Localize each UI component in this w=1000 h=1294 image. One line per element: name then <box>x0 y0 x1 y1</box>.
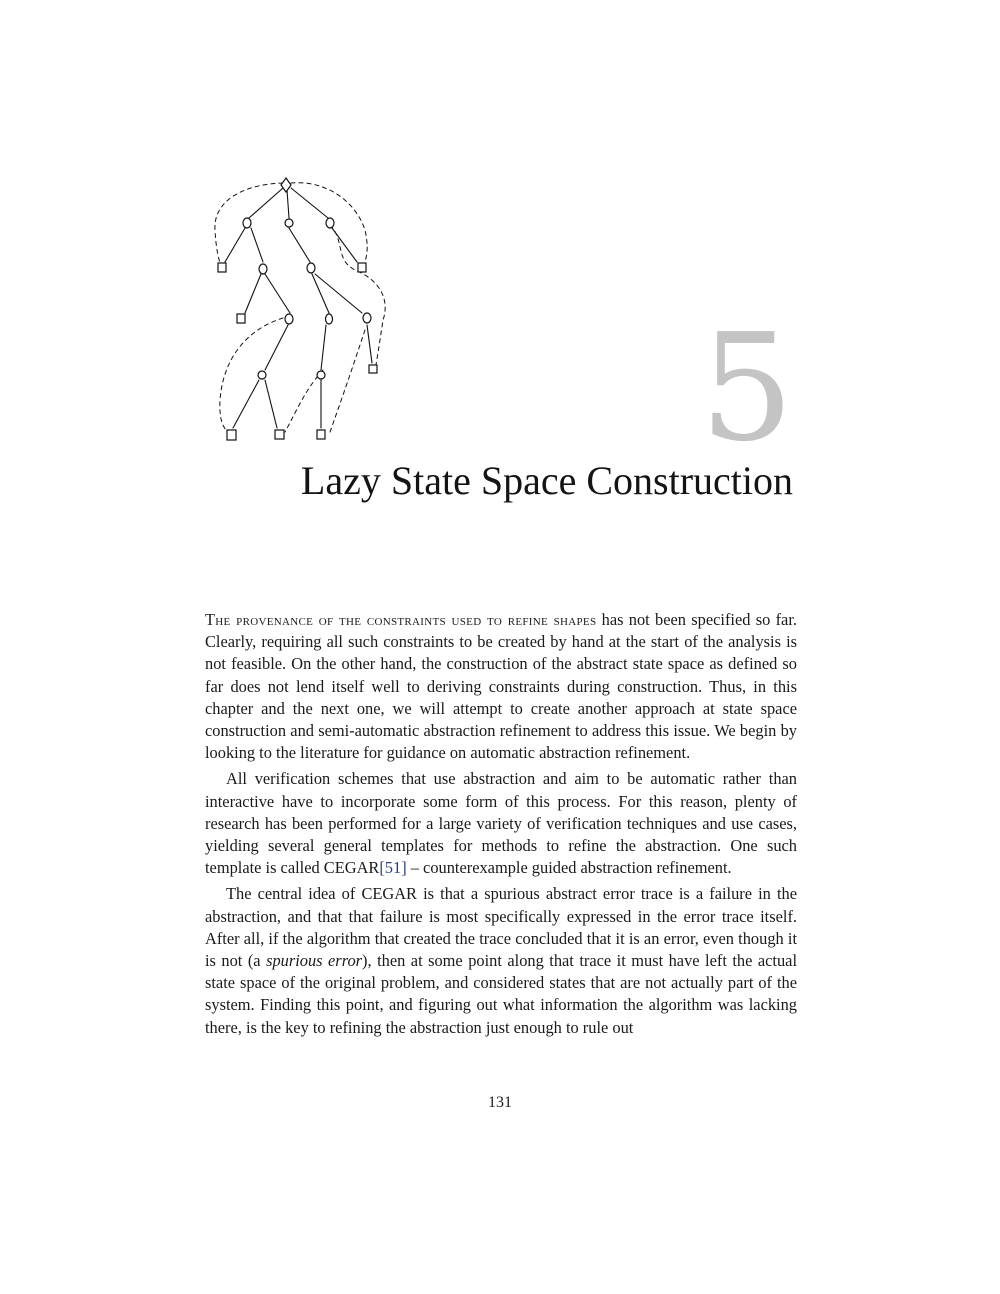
paragraph-lead-in: The provenance of the constraints used to refine shapes <box>205 610 597 629</box>
paragraph-2-text-before: All verification schemes that use abstraction and aim to be automatic rather than interactive have to incorporate some form of this process. For this reason, plenty of research has been performed for a large variety of verification techniques and use cases, yielding several general templates for methods to refine the abstraction. One such template is called CEGAR <box>205 769 797 878</box>
paragraph-2-text-after: – counterexample guided abstraction refinement. <box>406 858 732 878</box>
paragraph-1-text: has not been specified so far. Clearly, requiring all such constraints to be created by hand at the start of the analysis is not feasible. On the other hand, the construction of the abstract state space as defined so far does not lend itself well to deriving constraints during construction. Thus, in this chapter and the next one, we will attempt to create another approach at state space construction and semi-automatic abstraction refinement to address this issue. We begin by looking to the literature for guidance on automatic abstraction refinement. <box>205 610 797 763</box>
page-number: 131 <box>488 1094 512 1111</box>
paragraph-3-text-before: The central idea of CEGAR is that a spurious abstract error trace is a failure in the abstraction, and that that failure is most specifically expressed in the error trace itself. After all, if the algorithm that created the trace concluded that it is an error, even though it is not (a <box>205 884 797 971</box>
paragraph-3-text-after: ), then at some point along that trace it must have left the actual state space of the original problem, and considered states that are not actually part of the system. Finding this point, and figuring out what information the algorithm was lacking there, is the key to refining the abstraction just enough to rule out <box>205 951 798 1037</box>
state-space-tree-sketch <box>205 170 405 450</box>
citation-link[interactable]: [51] <box>379 858 407 878</box>
paragraph-3 <box>205 883 797 1038</box>
paragraph-2 <box>205 768 797 879</box>
chapter-number: 5 <box>699 302 792 474</box>
emphasized-term: spurious error <box>266 951 363 971</box>
paragraph-1 <box>205 609 797 764</box>
chapter-title: Lazy State Space Construction <box>300 458 793 503</box>
chapter-body <box>205 609 797 1043</box>
